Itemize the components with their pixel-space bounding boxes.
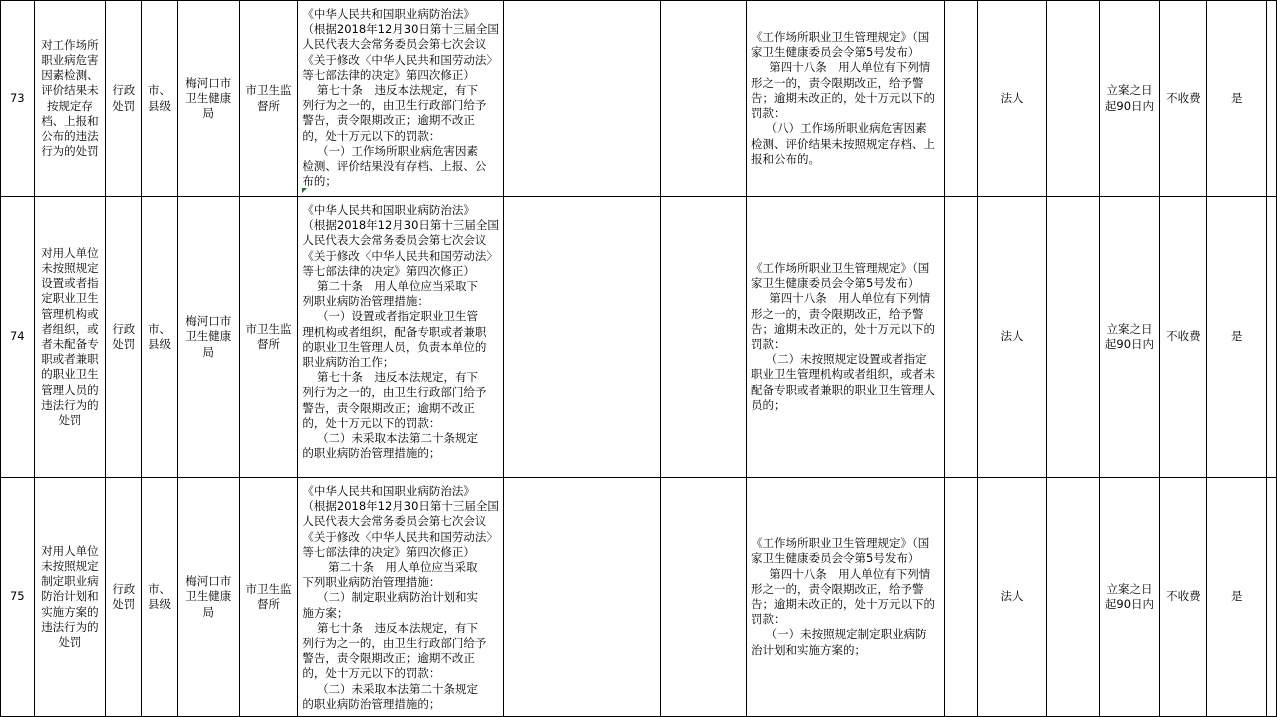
text-line: 梅河口市 xyxy=(185,574,232,589)
text-line: 起90日内 xyxy=(1104,597,1155,611)
text-line: （根据2018年12月30日第十三届全国 xyxy=(302,499,499,514)
text-line: 档、上报和 xyxy=(41,113,99,128)
text-line: 形之一的，责令限期改正，给予警 xyxy=(751,306,924,321)
text-line: （二）未采取本法第二十条规定 xyxy=(302,431,479,446)
text-line: 对用人单位 xyxy=(41,543,99,558)
empty-cell xyxy=(1047,478,1099,717)
empty-cell xyxy=(944,197,977,478)
text-line: 检测、评价结果未按照规定存档、上 xyxy=(751,136,935,151)
regulation-cell xyxy=(747,197,945,478)
text-line: 的职业卫生管理人员，负责本单位的 xyxy=(302,339,487,354)
text-line: 罚款： xyxy=(751,612,786,627)
text-line: （根据2018年12月30日第十三届全国 xyxy=(302,22,499,37)
empty-cell xyxy=(1266,478,1276,717)
text-line: 处罚 xyxy=(112,597,136,611)
text-line: 行为的处罚 xyxy=(41,144,99,159)
text-line: 梅河口市 xyxy=(185,75,232,90)
text-line: 实施方案的 xyxy=(41,604,99,619)
empty-cell xyxy=(1266,1,1276,197)
text-line: 处罚 xyxy=(112,337,136,351)
text-line: 理机构或者组织，配备专职或者兼职 xyxy=(302,324,487,339)
text-line: 县级 xyxy=(148,98,171,113)
row-number-cell: 73 xyxy=(1,1,35,197)
empty-cell xyxy=(503,197,660,478)
text-line: 报和公布的。 xyxy=(751,151,820,166)
empty-cell xyxy=(1047,1,1099,197)
text-line: 定职业卫生 xyxy=(41,291,99,306)
text-line: 的职业病防治管理措施的； xyxy=(302,696,441,711)
department-cell xyxy=(177,197,239,478)
flag-cell: 是 xyxy=(1207,478,1267,717)
text-line: 员的； xyxy=(751,397,786,412)
legal-basis-cell xyxy=(298,1,504,197)
text-line: 列职业病防治管理措施： xyxy=(302,294,429,309)
text-line: 《中华人民共和国职业病防治法》 xyxy=(302,484,475,498)
empty-cell xyxy=(660,478,746,717)
text-line: 公布的违法 xyxy=(41,128,99,143)
text-line: 督所 xyxy=(256,337,280,351)
text-line: 告；逾期未改正的，处十万元以下的 xyxy=(751,597,935,611)
text-line: （二）制定职业病防治计划和实 xyxy=(302,590,479,605)
text-line: 第四十八条 用人单位有下列情 xyxy=(751,566,931,581)
text-line: 《中华人民共和国职业病防治法》 xyxy=(302,7,475,21)
deadline-cell xyxy=(1099,197,1160,478)
text-line: （八）工作场所职业病危害因素 xyxy=(751,121,927,136)
text-line: 家卫生健康委员会令第5号发布） xyxy=(751,45,920,60)
text-line: 局 xyxy=(202,604,214,619)
text-line: 处罚 xyxy=(112,98,136,113)
text-line: 市、 xyxy=(148,83,171,98)
level-cell xyxy=(142,197,178,478)
text-line: 家卫生健康委员会令第5号发布） xyxy=(751,551,920,566)
text-line: 处罚 xyxy=(58,635,82,649)
regulation-cell xyxy=(747,1,945,197)
text-line: （一）设置或者指定职业卫生管 xyxy=(302,309,479,324)
text-line: 市卫生监 xyxy=(245,83,292,98)
text-line: 等七部法律的决定》第四次修正） xyxy=(302,544,475,559)
text-line: 设置或者指 xyxy=(41,276,99,291)
text-line: 的职业卫生 xyxy=(41,367,99,382)
text-line: 未按照规定 xyxy=(41,558,99,573)
text-line: 督所 xyxy=(256,597,280,611)
text-line: 告；逾期未改正的，处十万元以下的 xyxy=(751,321,935,336)
text-line: （一）工作场所职业病危害因素 xyxy=(302,143,479,158)
text-line: 起90日内 xyxy=(1104,98,1155,113)
regulation-cell xyxy=(747,478,945,717)
text-line: （一）未按照规定制定职业病防 xyxy=(751,627,927,642)
text-line: 家卫生健康委员会令第5号发布） xyxy=(751,276,920,291)
text-line: 处罚 xyxy=(58,413,82,428)
text-line: 《工作场所职业卫生管理规定》（国 xyxy=(751,30,930,45)
text-line: 罚款： xyxy=(751,337,786,351)
item-name-cell xyxy=(34,478,106,717)
text-line: 行政 xyxy=(112,83,136,98)
text-line: 职或者兼职 xyxy=(41,352,99,367)
text-line: 第二十条 用人单位应当采取下 xyxy=(302,279,479,294)
text-line: 第四十八条 用人单位有下列情 xyxy=(751,291,931,306)
text-line: 布的； xyxy=(302,174,337,189)
subject-cell: 法人 xyxy=(977,1,1046,197)
text-line: （二）未采取本法第二十条规定 xyxy=(302,681,479,696)
text-line: 第七十条 违反本法规定，有下 xyxy=(302,370,479,385)
text-line: 检测、评价结果没有存档、上报、公 xyxy=(302,159,487,174)
text-line: 卫生健康 xyxy=(185,589,232,604)
text-line: 《关于修改〈中华人民共和国劳动法〉 xyxy=(302,529,498,544)
table-row xyxy=(1,197,1277,478)
text-line: 违法行为的 xyxy=(41,397,99,412)
text-line: 人民代表大会常务委员会第七次会议 xyxy=(302,233,487,248)
item-name-cell xyxy=(34,1,106,197)
fee-cell: 不收费 xyxy=(1160,1,1207,197)
text-line: 人民代表大会常务委员会第七次会议 xyxy=(302,514,487,529)
text-line: 形之一的，责令限期改正，给予警 xyxy=(751,581,924,596)
empty-cell xyxy=(944,1,977,197)
type-cell xyxy=(106,478,142,717)
text-line: 行政 xyxy=(112,581,136,596)
flag-cell: 是 xyxy=(1207,1,1267,197)
text-line: 第二十条 用人单位应当采取 xyxy=(302,560,478,575)
text-line: 市、 xyxy=(148,321,171,336)
text-line: 《工作场所职业卫生管理规定》（国 xyxy=(751,536,930,551)
table-row xyxy=(1,1,1277,197)
text-line: 未按照规定 xyxy=(41,260,99,275)
text-line: 等七部法律的决定》第四次修正） xyxy=(302,263,475,278)
text-line: 起90日内 xyxy=(1104,337,1155,351)
cell-comment-marker xyxy=(302,188,307,193)
flag-cell: 是 xyxy=(1207,197,1267,478)
text-line: 防治计划和 xyxy=(41,589,99,604)
text-line: 市卫生监 xyxy=(245,581,292,596)
row-number-cell: 74 xyxy=(1,197,35,478)
unit-cell xyxy=(239,1,298,197)
text-line: 列行为之一的，由卫生行政部门给予 xyxy=(302,385,487,400)
level-cell xyxy=(142,1,178,197)
text-line: 的，处十万元以下的罚款： xyxy=(302,666,441,681)
text-line: 警告，责令限期改正；逾期不改正 xyxy=(302,113,475,128)
type-cell xyxy=(106,1,142,197)
text-line: 职业卫生管理机构或者组织，或者未 xyxy=(751,367,935,382)
text-line: 治计划和实施方案的； xyxy=(751,642,866,657)
deadline-cell xyxy=(1099,478,1160,717)
empty-cell xyxy=(503,478,660,717)
text-line: 市卫生监 xyxy=(245,321,292,336)
text-line: 督所 xyxy=(256,98,280,113)
empty-cell xyxy=(660,197,746,478)
text-line: 第七十条 违反本法规定，有下 xyxy=(302,620,479,635)
text-line: 者组织，或 xyxy=(41,321,99,336)
text-line: 违法行为的 xyxy=(41,619,99,634)
text-line: 管理机构或 xyxy=(41,306,99,321)
empty-cell xyxy=(660,1,746,197)
text-line: 梅河口市 xyxy=(185,314,232,329)
fee-cell: 不收费 xyxy=(1160,478,1207,717)
empty-cell xyxy=(1266,197,1276,478)
text-line: 《关于修改〈中华人民共和国劳动法〉 xyxy=(302,52,498,67)
text-line: 市、 xyxy=(148,581,171,596)
text-line: 卫生健康 xyxy=(185,90,232,105)
text-line: 县级 xyxy=(148,337,171,351)
text-line: 县级 xyxy=(148,597,171,611)
unit-cell xyxy=(239,197,298,478)
text-line: 职业病防治工作； xyxy=(302,355,395,370)
text-line: 形之一的，责令限期改正，给予警 xyxy=(751,75,924,90)
text-line: 等七部法律的决定》第四次修正） xyxy=(302,67,475,82)
text-line: 立案之日 xyxy=(1106,83,1153,98)
department-cell xyxy=(177,1,239,197)
text-line: 的，处十万元以下的罚款： xyxy=(302,128,441,143)
text-line: 对工作场所 xyxy=(41,37,99,52)
text-line: 《关于修改〈中华人民共和国劳动法〉 xyxy=(302,248,498,263)
legal-basis-cell xyxy=(298,197,504,478)
text-line: 列行为之一的，由卫生行政部门给予 xyxy=(302,98,487,113)
text-line: 卫生健康 xyxy=(185,329,232,344)
text-line: 行政 xyxy=(112,321,136,336)
text-line: 的职业病防治管理措施的； xyxy=(302,446,441,461)
text-line: （二）未按照规定设置或者指定 xyxy=(751,352,927,367)
text-line: 人民代表大会常务委员会第七次会议 xyxy=(302,37,487,52)
text-line: 因素检测、 xyxy=(41,68,99,83)
text-line: 《中华人民共和国职业病防治法》 xyxy=(302,203,475,217)
text-line: 下列职业病防治管理措施： xyxy=(302,575,441,590)
text-line: 列行为之一的，由卫生行政部门给予 xyxy=(302,636,487,651)
subject-cell: 法人 xyxy=(977,478,1046,717)
text-line: 告；逾期未改正的，处十万元以下的 xyxy=(751,90,935,105)
text-line: 制定职业病 xyxy=(41,574,99,589)
empty-cell xyxy=(1047,197,1099,478)
text-line: 《工作场所职业卫生管理规定》（国 xyxy=(751,260,930,275)
text-line: 立案之日 xyxy=(1106,321,1153,336)
subject-cell: 法人 xyxy=(977,197,1046,478)
empty-cell xyxy=(503,1,660,197)
row-number-cell: 75 xyxy=(1,478,35,717)
department-cell xyxy=(177,478,239,717)
deadline-cell xyxy=(1099,1,1160,197)
text-line: 局 xyxy=(202,106,214,121)
text-line: 警告，责令限期改正；逾期不改正 xyxy=(302,651,475,666)
type-cell xyxy=(106,197,142,478)
text-line: 局 xyxy=(202,344,214,359)
text-line: 职业病危害 xyxy=(41,52,99,67)
item-name-cell xyxy=(34,197,106,478)
text-line: 配备专职或者兼职的职业卫生管理人 xyxy=(751,382,935,397)
table-row xyxy=(1,478,1277,717)
text-line: 第四十八条 用人单位有下列情 xyxy=(751,60,931,75)
text-line: 评价结果未 xyxy=(41,83,99,98)
unit-cell xyxy=(239,478,298,717)
legal-basis-cell xyxy=(298,478,504,717)
text-line: 立案之日 xyxy=(1106,581,1153,596)
fee-cell: 不收费 xyxy=(1160,197,1207,478)
text-line: 对用人单位 xyxy=(41,245,99,260)
text-line: 罚款： xyxy=(751,106,786,121)
text-line: （根据2018年12月30日第十三届全国 xyxy=(302,218,499,233)
text-line: 者未配备专 xyxy=(41,337,99,351)
text-line: 按规定存 xyxy=(46,98,93,113)
text-line: 管理人员的 xyxy=(41,382,99,397)
level-cell xyxy=(142,478,178,717)
empty-cell xyxy=(944,478,977,717)
text-line: 施方案； xyxy=(302,605,349,620)
text-line: 警告，责令限期改正；逾期不改正 xyxy=(302,400,475,415)
text-line: 的，处十万元以下的罚款： xyxy=(302,415,441,430)
text-line: 第七十条 违反本法规定，有下 xyxy=(302,83,479,98)
